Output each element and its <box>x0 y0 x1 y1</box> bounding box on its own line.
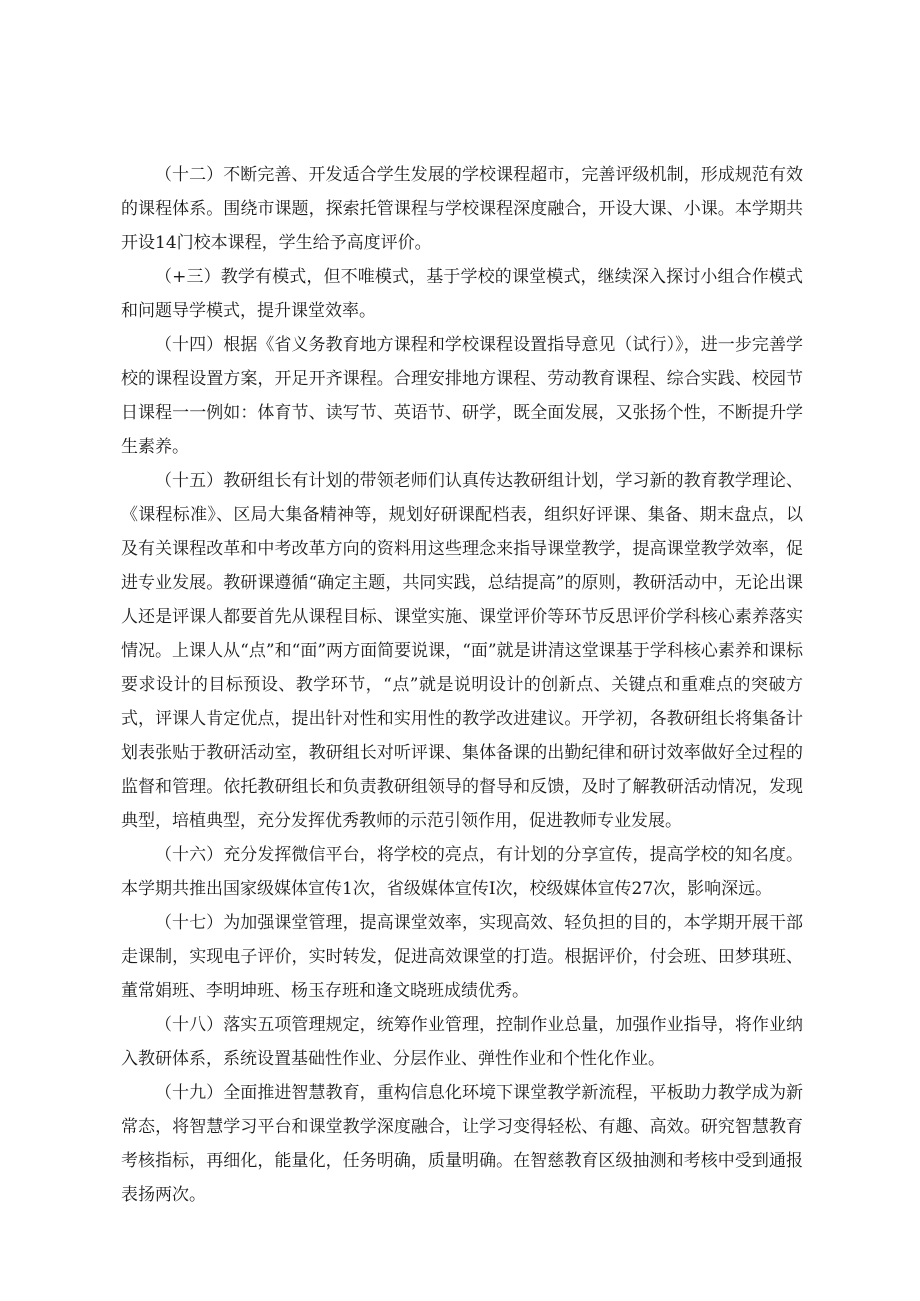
paragraph-18: （十八）落实五项管理规定，统筹作业管理，控制作业总量，加强作业指导，将作业纳入教研体系，系统设置基础性作业、分层作业、弹性作业和个性化作业。 <box>121 1015 803 1069</box>
paragraph-19: （十九）全面推进智慧教育，重构信息化环境下课堂教学新流程，平板助力教学成为新常态，将智慧学习平台和课堂教学深度融合，让学习变得轻松、有趣、高效。研究智慧教育考核指标，再细化，能量化，任务明确，质量明确。在智慈教育区级抽测和考核中受到通报表扬两次。 <box>121 1083 803 1205</box>
paragraph-15: （十五）教研组长有计划的带领老师们认真传达教研组计划，学习新的教育教学理论、《课程标准》、区局大集备精神等，规划好研课配档表，组织好评课、集备、期末盘点，以及有关课程改革和中考改革方向的资料用这些理念来指导课堂教学，提高课堂教学效率，促进专业发展。教研课遵循“确定主题，共同实践，总结提高”的原则，教研活动中，无论出课人还是评课人都要首先从课程目标、课堂实施、课堂评价等环节反思评价学科核心素养落实情况。上课人从“点”和“面”两方面简要说课，“面”就是讲清这堂课基于学科核心素养和课标要求设计的目标预设、教学环节，“点”就是说明设计的创新点、关键点和重难点的突破方式，评课人肯定优点，提出针对性和实用性的教学改进建议。开学初，各教研组长将集备计划表张贴于教研活动室，教研组长对听评课、集体备课的出勤纪律和研讨效率做好全过程的监督和管理。依托教研组长和负责教研组领导的督导和反馈，及时了解教研活动情况，发现典型，培植典型，充分发挥优秀教师的示范引领作用，促进教师专业发展。 <box>121 471 803 831</box>
paragraph-16: （十六）充分发挥微信平台，将学校的亮点，有计划的分享宣传，提高学校的知名度。本学期共推出国家级媒体宣传1次，省级媒体宣传I次，校级媒体宣传27次，影响深远。 <box>121 845 803 899</box>
paragraph-17: （十七）为加强课堂管理，提高课堂效率，实现高效、轻负担的目的，本学期开展干部走课制，实现电子评价，实时转发，促进高效课堂的打造。根据评价，付会班、田梦琪班、董常娟班、李明坤班、杨玉存班和逢文晓班成绩优秀。 <box>121 913 803 1001</box>
paragraph-14: （十四）根据《省义务教育地方课程和学校课程设置指导意见（试行）》，进一步完善学校的课程设置方案，开足开齐课程。合理安排地方课程、劳动教育课程、综合实践、校园节日课程一一例如：体育节、读写节、英语节、研学，既全面发展，又张扬个性，不断提升学生素养。 <box>121 335 803 457</box>
document-body <box>121 158 803 1212</box>
paragraph-12: （十二）不断完善、开发适合学生发展的学校课程超市，完善评级机制，形成规范有效的课程体系。围绕市课题，探索托管课程与学校课程深度融合，开设大课、小课。本学期共开设14门校本课程，学生给予高度评价。 <box>121 165 803 253</box>
paragraph-13: （+三）教学有模式，但不唯模式，基于学校的课堂模式，继续深入探讨小组合作模式和问题导学模式，提升课堂效率。 <box>121 267 803 321</box>
